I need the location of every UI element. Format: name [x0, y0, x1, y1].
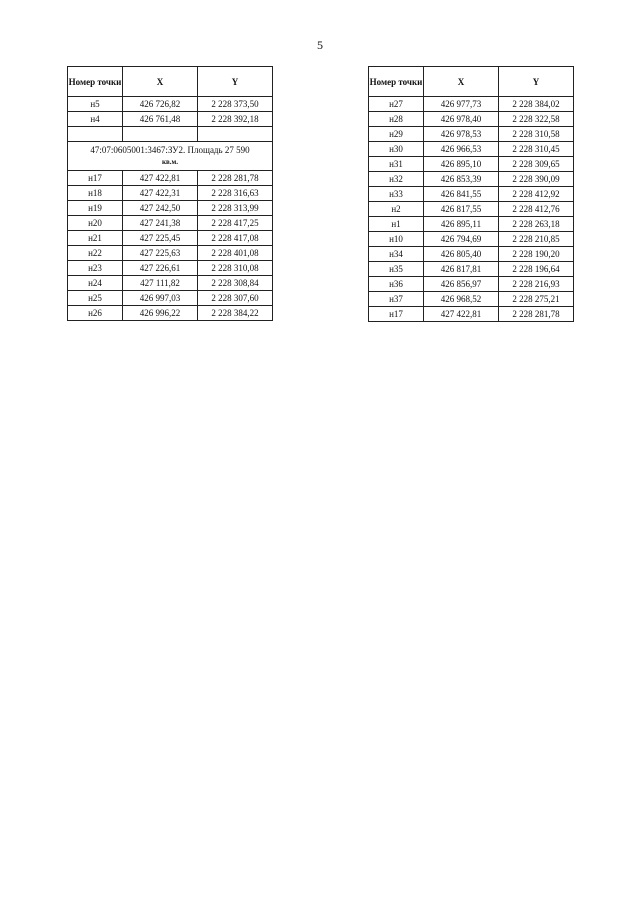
point-id-cell: н20: [68, 216, 123, 231]
point-id-cell: н17: [68, 171, 123, 186]
y-coordinate-cell: 2 228 390,09: [499, 172, 574, 187]
x-coordinate-cell: 426 853,39: [424, 172, 499, 187]
y-coordinate-cell: 2 228 196,64: [499, 262, 574, 277]
header-point: Номер точки: [68, 67, 123, 97]
y-coordinate-cell: 2 228 263,18: [499, 217, 574, 232]
coordinates-table-left: [67, 66, 273, 321]
x-coordinate-cell: 426 841,55: [424, 187, 499, 202]
table-row: [68, 261, 273, 276]
spacer-cell: [123, 127, 198, 142]
y-coordinate-cell: 2 228 417,08: [198, 231, 273, 246]
table-row: [369, 112, 574, 127]
y-coordinate-cell: 2 228 384,22: [198, 306, 273, 321]
y-coordinate-cell: 2 228 384,02: [499, 97, 574, 112]
x-coordinate-cell: 427 241,38: [123, 216, 198, 231]
header-y: Y: [198, 67, 273, 97]
right-table-rows: [369, 97, 574, 322]
table-row: [68, 216, 273, 231]
point-id-cell: н35: [369, 262, 424, 277]
table-row: [369, 292, 574, 307]
x-coordinate-cell: 427 422,81: [424, 307, 499, 322]
x-coordinate-cell: 426 966,53: [424, 142, 499, 157]
point-id-cell: н21: [68, 231, 123, 246]
y-coordinate-cell: 2 228 310,08: [198, 261, 273, 276]
table-header-row: [68, 67, 273, 97]
table-row: [68, 97, 273, 112]
point-id-cell: н22: [68, 246, 123, 261]
table-row: [369, 142, 574, 157]
left-table-top-rows: [68, 97, 273, 127]
point-id-cell: н27: [369, 97, 424, 112]
coordinates-table-right: [368, 66, 574, 322]
table-row: [369, 157, 574, 172]
y-coordinate-cell: 2 228 412,92: [499, 187, 574, 202]
table-row: [369, 97, 574, 112]
x-coordinate-cell: 426 856,97: [424, 277, 499, 292]
y-coordinate-cell: 2 228 313,99: [198, 201, 273, 216]
point-id-cell: н26: [68, 306, 123, 321]
point-id-cell: н19: [68, 201, 123, 216]
header-x: X: [424, 67, 499, 97]
point-id-cell: н17: [369, 307, 424, 322]
x-coordinate-cell: 427 422,31: [123, 186, 198, 201]
point-id-cell: н2: [369, 202, 424, 217]
left-table-section: [68, 127, 273, 171]
spacer-cell: [198, 127, 273, 142]
y-coordinate-cell: 2 228 307,60: [198, 291, 273, 306]
point-id-cell: н34: [369, 247, 424, 262]
x-coordinate-cell: 426 895,11: [424, 217, 499, 232]
point-id-cell: н33: [369, 187, 424, 202]
y-coordinate-cell: 2 228 308,84: [198, 276, 273, 291]
x-coordinate-cell: 427 225,63: [123, 246, 198, 261]
table-row: [369, 277, 574, 292]
point-id-cell: н28: [369, 112, 424, 127]
y-coordinate-cell: 2 228 373,50: [198, 97, 273, 112]
table-row: [369, 172, 574, 187]
y-coordinate-cell: 2 228 392,18: [198, 112, 273, 127]
point-id-cell: н4: [68, 112, 123, 127]
table-row: [68, 276, 273, 291]
header-point: Номер точки: [369, 67, 424, 97]
section-unit: кв.м.: [161, 158, 179, 166]
page-number: 5: [317, 38, 323, 52]
x-coordinate-cell: 426 997,03: [123, 291, 198, 306]
y-coordinate-cell: 2 228 310,45: [499, 142, 574, 157]
x-coordinate-cell: 426 761,48: [123, 112, 198, 127]
y-coordinate-cell: 2 228 309,65: [499, 157, 574, 172]
y-coordinate-cell: 2 228 281,78: [499, 307, 574, 322]
table-row: [68, 246, 273, 261]
y-coordinate-cell: 2 228 275,21: [499, 292, 574, 307]
y-coordinate-cell: 2 228 322,58: [499, 112, 574, 127]
x-coordinate-cell: 426 968,52: [424, 292, 499, 307]
x-coordinate-cell: 426 805,40: [424, 247, 499, 262]
x-coordinate-cell: 427 111,82: [123, 276, 198, 291]
y-coordinate-cell: 2 228 412,76: [499, 202, 574, 217]
x-coordinate-cell: 426 817,55: [424, 202, 499, 217]
y-coordinate-cell: 2 228 216,93: [499, 277, 574, 292]
point-id-cell: н31: [369, 157, 424, 172]
table-row: [68, 186, 273, 201]
table-row: [369, 262, 574, 277]
header-x: X: [123, 67, 198, 97]
table-row: [369, 187, 574, 202]
left-table-bottom-rows: [68, 171, 273, 321]
section-cell: [68, 142, 273, 171]
spacer-cell: [68, 127, 123, 142]
point-id-cell: н24: [68, 276, 123, 291]
point-id-cell: н1: [369, 217, 424, 232]
table-row: [369, 232, 574, 247]
y-coordinate-cell: 2 228 316,63: [198, 186, 273, 201]
point-id-cell: н10: [369, 232, 424, 247]
x-coordinate-cell: 427 422,81: [123, 171, 198, 186]
table-row: [68, 306, 273, 321]
table-row: [68, 171, 273, 186]
table-row: [68, 291, 273, 306]
y-coordinate-cell: 2 228 310,58: [499, 127, 574, 142]
point-id-cell: н37: [369, 292, 424, 307]
table-row: [369, 127, 574, 142]
y-coordinate-cell: 2 228 190,20: [499, 247, 574, 262]
header-y: Y: [499, 67, 574, 97]
point-id-cell: н36: [369, 277, 424, 292]
point-id-cell: н29: [369, 127, 424, 142]
y-coordinate-cell: 2 228 281,78: [198, 171, 273, 186]
table-row: [369, 307, 574, 322]
x-coordinate-cell: 427 225,45: [123, 231, 198, 246]
point-id-cell: н25: [68, 291, 123, 306]
x-coordinate-cell: 426 978,53: [424, 127, 499, 142]
table-header-row: [369, 67, 574, 97]
point-id-cell: н30: [369, 142, 424, 157]
x-coordinate-cell: 426 996,22: [123, 306, 198, 321]
x-coordinate-cell: 426 978,40: [424, 112, 499, 127]
x-coordinate-cell: 426 726,82: [123, 97, 198, 112]
point-id-cell: н23: [68, 261, 123, 276]
spacer-row: [68, 127, 273, 142]
x-coordinate-cell: 426 895,10: [424, 157, 499, 172]
table-row: [369, 247, 574, 262]
y-coordinate-cell: 2 228 417,25: [198, 216, 273, 231]
x-coordinate-cell: 426 794,69: [424, 232, 499, 247]
y-coordinate-cell: 2 228 210,85: [499, 232, 574, 247]
point-id-cell: н32: [369, 172, 424, 187]
y-coordinate-cell: 2 228 401,08: [198, 246, 273, 261]
table-row: [68, 112, 273, 127]
x-coordinate-cell: 426 977,73: [424, 97, 499, 112]
x-coordinate-cell: 427 226,61: [123, 261, 198, 276]
table-row: [68, 201, 273, 216]
table-row: [369, 217, 574, 232]
x-coordinate-cell: 426 817,81: [424, 262, 499, 277]
point-id-cell: н18: [68, 186, 123, 201]
table-row: [68, 231, 273, 246]
section-title: 47:07:0605001:3467:ЗУ2. Площадь 27 590: [90, 145, 250, 155]
section-row: [68, 142, 273, 171]
x-coordinate-cell: 427 242,50: [123, 201, 198, 216]
point-id-cell: н5: [68, 97, 123, 112]
table-row: [369, 202, 574, 217]
